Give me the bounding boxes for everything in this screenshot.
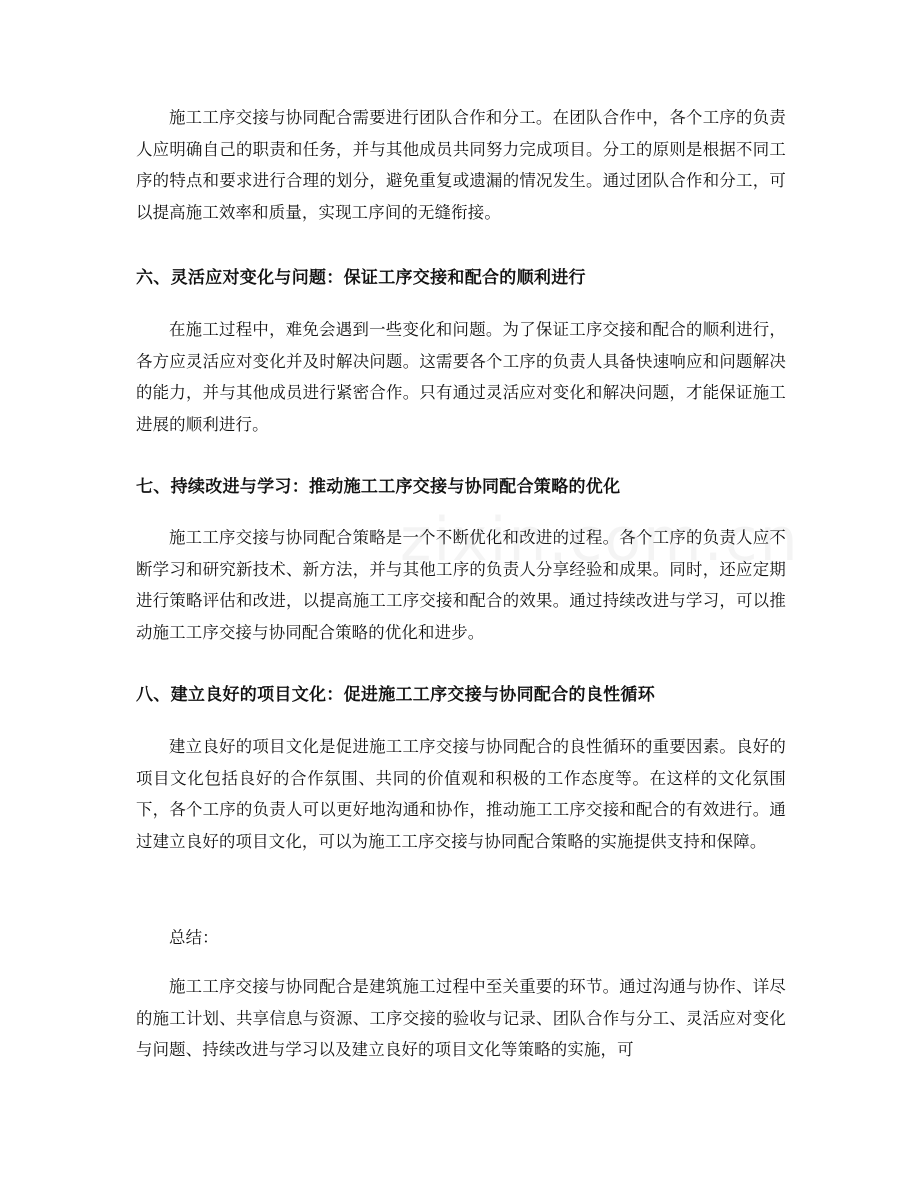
paragraph-text: 在施工过程中，难免会遇到一些变化和问题。为了保证工序交接和配合的顺利进行，各方应灵活应对变化并及时解决问题。这需要各个工序的负责人具备快速响应和问题解决的能力，并与其他成员进行紧密合作。只有通过灵活应对变化和解决问题，才能保证施工进展的顺利进行。 [136, 320, 786, 434]
paragraph-team-cooperation [136, 102, 786, 228]
paragraph-section-8 [136, 731, 786, 857]
section-heading: 六、灵活应对变化与问题：保证工序交接和配合的顺利进行 [136, 268, 586, 288]
heading-section-6 [136, 266, 786, 290]
section-heading: 七、持续改进与学习：推动施工工序交接与协同配合策略的优化 [136, 477, 621, 497]
summary-label-text: 总结： [169, 928, 219, 947]
paragraph-section-7 [136, 522, 786, 648]
heading-section-7 [136, 475, 786, 499]
paragraph-section-6 [136, 314, 786, 440]
paragraph-summary [136, 971, 786, 1066]
paragraph-text: 施工工序交接与协同配合是建筑施工过程中至关重要的环节。通过沟通与协作、详尽的施工计划、共享信息与资源、工序交接的验收与记录、团队合作与分工、灵活应对变化与问题、持续改进与学习以及建立良好的项目文化等策略的实施，可 [136, 977, 786, 1059]
paragraph-text: 施工工序交接与协同配合需要进行团队合作和分工。在团队合作中，各个工序的负责人应明确自己的职责和任务，并与其他成员共同努力完成项目。分工的原则是根据不同工序的特点和要求进行合理的划分，避免重复或遗漏的情况发生。通过团队合作和分工，可以提高施工效率和质量，实现工序间的无缝衔接。 [136, 108, 786, 222]
paragraph-text: 建立良好的项目文化是促进施工工序交接与协同配合的良性循环的重要因素。良好的项目文化包括良好的合作氛围、共同的价值观和积极的工作态度等。在这样的文化氛围下，各个工序的负责人可以更好地沟通和协作，推动施工工序交接和配合的有效进行。通过建立良好的项目文化，可以为施工工序交接与协同配合策略的实施提供支持和保障。 [136, 737, 786, 851]
heading-section-8 [136, 683, 786, 707]
paragraph-text: 施工工序交接与协同配合策略是一个不断优化和改进的过程。各个工序的负责人应不断学习和研究新技术、新方法，并与其他工序的负责人分享经验和成果。同时，还应定期进行策略评估和改进，以提高施工工序交接和配合的效果。通过持续改进与学习，可以推动施工工序交接与协同配合策略的优化和进步。 [136, 528, 786, 642]
summary-label [136, 922, 786, 954]
section-heading: 八、建立良好的项目文化：促进施工工序交接与协同配合的良性循环 [136, 685, 655, 705]
